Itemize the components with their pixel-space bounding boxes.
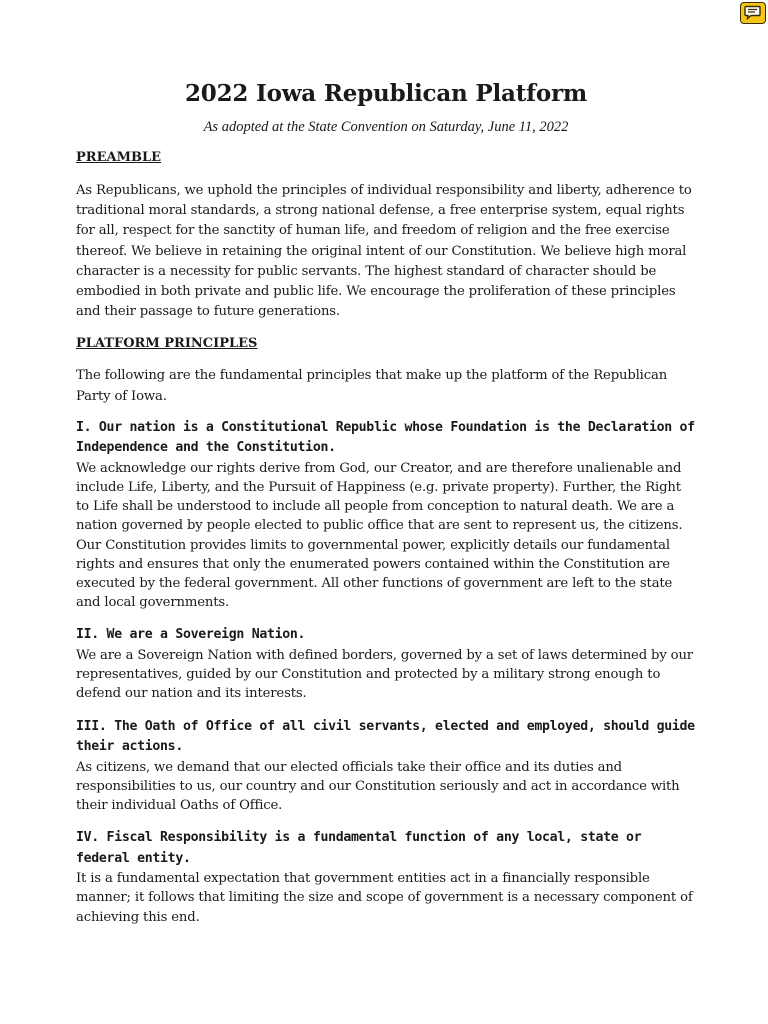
principle-body: We are a Sovereign Nation with defined borders, governed by a set of laws determined by our representatives, guided by our Constitution and protected by a military strong enough to defend our nation and its interests. — [76, 647, 693, 702]
principle-3 — [76, 717, 696, 816]
principle-title: III. The Oath of Office of all civil servants, elected and employed, should guide their actions. — [76, 718, 695, 755]
principle-body: It is a fundamental expectation that government entities act in a financially responsible manner; it follows that limiting the size and scope of government is a necessary component of achieving this end. — [76, 871, 693, 925]
principle-title: IV. Fiscal Responsibility is a fundamental function of any local, state or federal entity. — [76, 830, 642, 866]
principle-1 — [76, 418, 696, 613]
platform-principles-heading: PLATFORM PRINCIPLES — [76, 336, 258, 352]
speech-bubble-icon — [744, 5, 761, 20]
principle-4 — [76, 828, 696, 927]
comment-icon[interactable] — [740, 2, 766, 24]
principle-body: As citizens, we demand that our elected officials take their office and its duties and responsibilities to us, our country and our Constitution seriously and act in accordance with their individual Oaths of Office. — [76, 759, 680, 813]
principle-2 — [76, 625, 696, 703]
platform-intro-text: The following are the fundamental principles that make up the platform of the Republican Party of Iowa. — [76, 368, 668, 404]
document-title: 2022 Iowa Republican Platform — [184, 80, 588, 107]
principle-title: II. We are a Sovereign Nation. — [76, 627, 306, 643]
preamble-text: As Republicans, we uphold the principles of individual responsibility and liberty, adherence to traditional moral standards, a strong national defense, a free enterprise system, equal rights for all, respect for the sanctity of human life, and freedom of religion and the free exercise thereof. We believe in retaining the original intent of our Constitution. We believe high moral character is a necessity for public servants. The highest standard of character should be embodied in both private and public life. We encourage the proliferation of these principles and their passage to future generations. — [76, 183, 692, 320]
preamble-heading: PREAMBLE — [76, 150, 162, 165]
principle-body: We acknowledge our rights derive from God, our Creator, and are therefore unalienable and include Life, Liberty, and the Pursuit of Happiness (e.g. private property). Further, the Right to Life shall be understood to include all people from conception to natural death. We are a nation governed by people elected to public office that are sent to represent us, the citizens. Our Constitution provides limits to governmental power, explicitly details our fundamental rights and ensures that only the enumerated powers contained within the Constitution are executed by the federal government. All other functions of government are left to the state and local governments. — [76, 460, 683, 611]
document-subtitle: As adopted at the State Convention on Saturday, June 11, 2022 — [203, 119, 569, 135]
document-page — [76, 78, 696, 927]
principle-title: I. Our nation is a Constitutional Republic whose Foundation is the Declaration of Independence and the Constitution. — [76, 419, 695, 456]
